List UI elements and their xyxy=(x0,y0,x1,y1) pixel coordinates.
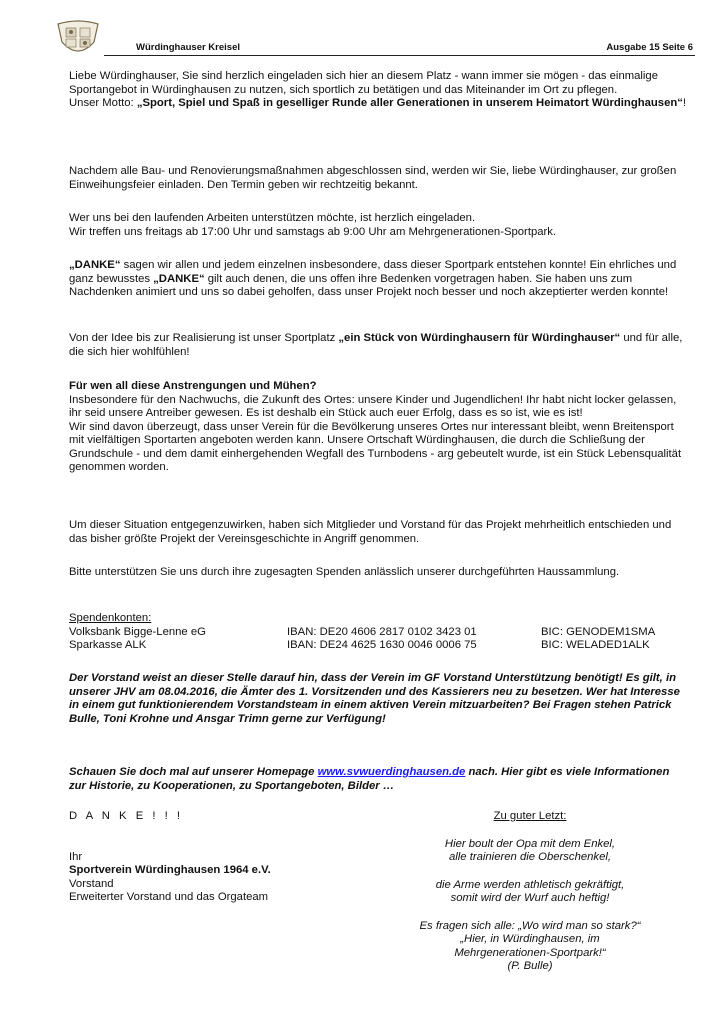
club-name: Sportverein Würdinghausen 1964 e.V. xyxy=(69,864,271,876)
bic: BIC: WELADED1ALK xyxy=(541,639,650,651)
poem-author: (P. Bulle) xyxy=(507,960,553,972)
closing-block xyxy=(69,810,369,905)
homepage-link[interactable]: www.svwuerdinghausen.de xyxy=(317,766,466,778)
idea-bold: „ein Stück von Würdinghausern für Würdinghauser“ xyxy=(338,332,621,344)
iban: IBAN: DE24 4625 1630 0046 0006 75 xyxy=(287,639,477,651)
poem-line: die Arme werden athletisch gekräftigt, xyxy=(435,878,625,891)
poem-line: Hier boult der Opa mit dem Enkel, xyxy=(444,837,616,850)
for-whom-heading: Für wen all diese Anstrengungen und Mühen? xyxy=(69,380,317,392)
thanks-paragraph xyxy=(69,259,689,300)
board-notice: Der Vorstand weist an dieser Stelle darauf hin, dass der Verein im GF Vorstand Unterstützung benötigt! Es gilt, in unserer JHV am 08.04.2016, die Ämter des 1. Vorsitzenden und des Kassierers neu zu besetzen. Wer hat Interesse in einem gut funktionierendem Vorstandsteam in einem aktiven Verein mitzuarbeiten? Bei Fragen stehen Patrick Bulle, Toni Krohne und Ansgar Trimn gerne zur Verfügung! xyxy=(69,672,680,725)
motto-suffix: ! xyxy=(682,97,687,109)
poem-line: alle trainieren die Oberschenkel, xyxy=(448,851,611,863)
poem-line: „Hier, in Würdinghausen, im xyxy=(460,933,600,945)
bank-name: Sparkasse ALK xyxy=(69,639,147,651)
thanks-text-1: sagen wir allen und jedem einzelnen insbesondere, dass dieser Sportpark entstehen konnte! Ein ehrliches und ganz bewusstes xyxy=(69,259,677,285)
closing-board: Vorstand xyxy=(69,877,114,890)
homepage-notice xyxy=(69,766,689,793)
homepage-text-2: nach. Hier gibt es viele Informationen zur Historie, zu Kooperationen, zu Sportangeboten, Bilder … xyxy=(69,766,670,792)
account-row xyxy=(69,639,689,653)
for-whom-youth: Insbesondere für den Nachwuchs, die Zukunft des Ortes: unsere Kinder und Jugendlichen! Ihr habt nicht locker gelassen, ihr seid unsere Antreiber gewesen. Es ist deshalb ein Stück auch euer Erfolg, dass es so ist, wie es ist! xyxy=(69,393,677,419)
construction-paragraph: Nachdem alle Bau- und Renovierungsmaßnahmen abgeschlossen sind, werden wir Sie, liebe Würdinghauser, zur großen Einweihungsfeier einladen. Den Termin geben wir rechtzeitig bekannt. xyxy=(69,165,677,191)
thanks-text-2: gilt auch denen, die uns offen ihre Bedenken vorgetragen haben. Sie haben uns zum Nachdenken animiert und uns so dabei geholfen, dass unser Projekt noch besser und noch akzeptierter werden konnte! xyxy=(69,272,669,298)
club-crest-logo xyxy=(56,20,100,58)
motto-text: „Sport, Spiel und Spaß in geselliger Runde aller Generationen in unserem Heimatort Würdinghausen“ xyxy=(136,97,683,109)
donation-paragraph: Bitte unterstützen Sie uns durch ihre zugesagten Spenden anlässlich unserer durchgeführten Haussammlung. xyxy=(69,566,620,578)
poem-line: Es fragen sich alle: „Wo wird man so stark?“ xyxy=(419,919,641,932)
idea-text-1: Von der Idee bis zur Realisierung ist unser Sportplatz xyxy=(69,332,339,344)
accounts-heading: Spendenkonten: xyxy=(69,612,152,624)
intro-paragraph: Liebe Würdinghauser, Sie sind herzlich eingeladen sich hier an diesem Platz - wann immer sie mögen - das einmalige Sportangebot in Würdinghausen zu nutzen, sich sportlich zu betätigen und das Miteinander im Ort zu pflegen. xyxy=(69,70,658,96)
motto-prefix: Unser Motto: xyxy=(69,97,137,109)
bank-name: Volksbank Bigge-Lenne eG xyxy=(69,625,206,638)
situation-paragraph: Um dieser Situation entgegenzuwirken, haben sich Mitglieder und Vorstand für das Projekt mehrheitlich entschieden und das bisher größte Projekt der Vereinsgeschichte in Angriff genommen. xyxy=(69,519,672,545)
account-row xyxy=(69,626,689,640)
closing-ihr: Ihr xyxy=(69,850,83,863)
closing-extended-board: Erweiterter Vorstand und das Orgateam xyxy=(69,891,269,903)
newsletter-title: Würdinghauser Kreisel xyxy=(136,42,240,53)
for-whom-section xyxy=(69,380,689,475)
idea-paragraph xyxy=(69,332,689,359)
work-section xyxy=(69,212,689,239)
header-divider xyxy=(104,55,695,56)
homepage-text-1: Schauen Sie doch mal auf unserer Homepage xyxy=(69,766,318,778)
issue-page-info: Ausgabe 15 Seite 6 xyxy=(606,42,693,53)
iban: IBAN: DE20 4606 2817 0102 3423 01 xyxy=(287,625,477,638)
idea-text-2: und für alle, die sich hier wohlfühlen! xyxy=(69,332,683,358)
work-invite-line: Wer uns bei den laufenden Arbeiten unterstützen möchte, ist herzlich eingeladen. xyxy=(69,212,476,224)
bic: BIC: GENODEM1SMA xyxy=(541,625,656,638)
motto-paragraph xyxy=(69,97,689,111)
danke-word-1: „DANKE“ xyxy=(69,259,121,271)
poem-title: Zu guter Letzt: xyxy=(493,810,567,822)
closing-danke: D A N K E ! ! ! xyxy=(69,810,184,822)
work-times-line: Wir treffen uns freitags ab 17:00 Uhr und samstags ab 9:00 Uhr am Mehrgenerationen-Sportpark. xyxy=(69,225,557,238)
intro-section xyxy=(69,70,689,111)
danke-word-2: „DANKE“ xyxy=(153,272,205,285)
poem-block xyxy=(380,810,680,974)
poem-line: Mehrgenerationen-Sportpark!“ xyxy=(454,946,606,959)
poem-line: somit wird der Wurf auch heftig! xyxy=(450,892,610,904)
donation-accounts xyxy=(69,612,689,653)
for-whom-conviction: Wir sind davon überzeugt, dass unser Verein für die Bevölkerung unseres Ortes nur interessant bleibt, wenn Breitensport mit vielfältigen Sportarten angeboten werden kann. Unsere Ortschaft Würdinghausen, die durch die Schließung der Grundschule - und dem damit einhergehenden Wegfall des Turnbodens - arg gebeutelt wurde, ist ein Stück Lebensqualität genommen worden. xyxy=(69,420,682,473)
